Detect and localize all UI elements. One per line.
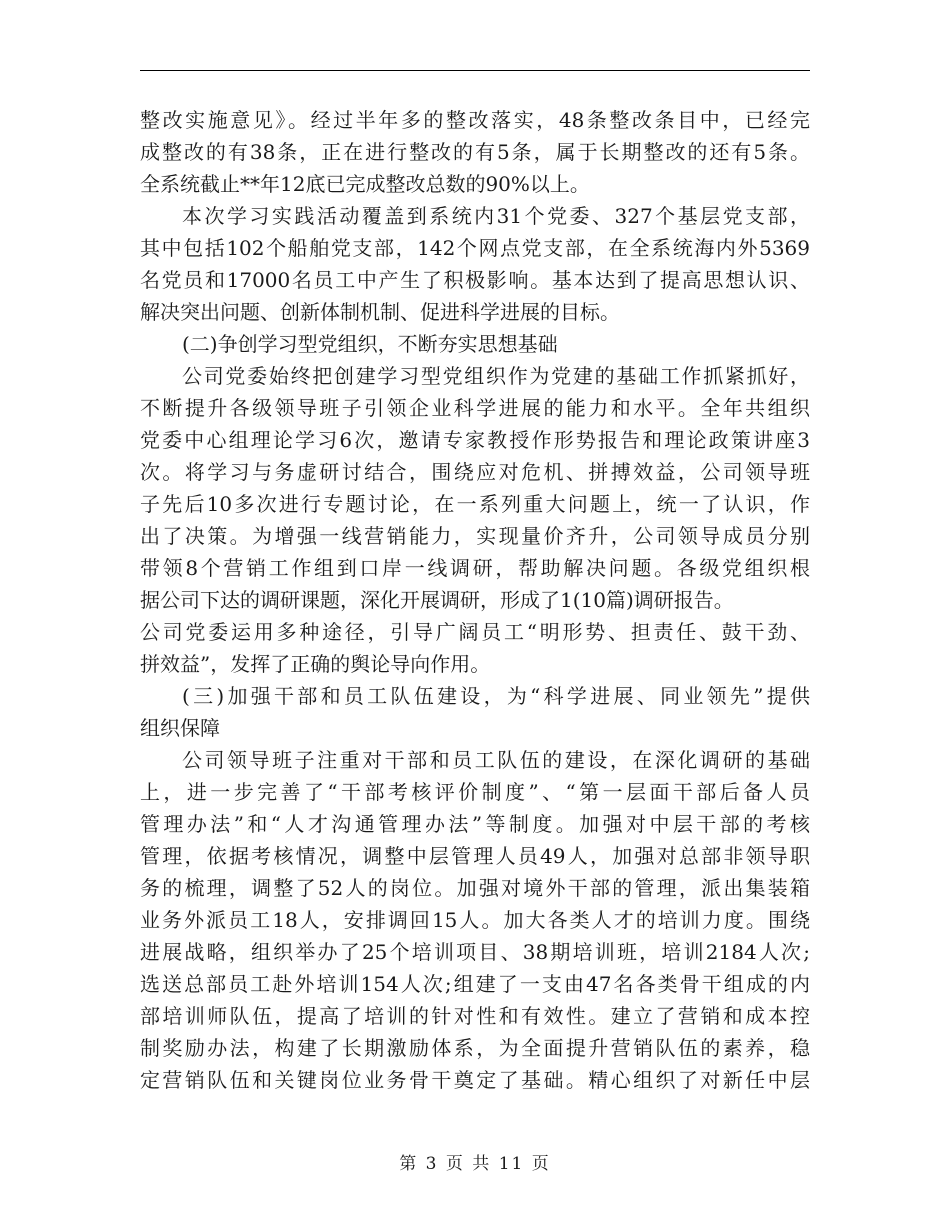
text-line: 制奖励办法，构建了长期激励体系，为全面提升营销队伍的素养，稳 — [140, 1036, 810, 1060]
text-line: 组织保障 — [140, 716, 220, 740]
text-line: 全系统截止**年12底已完成整改总数的90%以上。 — [140, 172, 590, 196]
document-body — [140, 104, 810, 1096]
text-line: 本次学习实践活动覆盖到系统内31个党委、327个基层党支部， — [182, 204, 810, 228]
page-number-label: 第 3 页 共 11 页 — [399, 1154, 551, 1174]
text-line: 解决突出问题、创新体制机制、促进科学进展的目标。 — [140, 300, 620, 324]
text-line: 次。将学习与务虚研讨结合，围绕应对危机、拼搏效益，公司领导班 — [140, 460, 810, 484]
text-line: 党委中心组理论学习6次，邀请专家教授作形势报告和理论政策讲座3 — [140, 428, 810, 452]
text-line: 整改实施意见》。经过半年多的整改落实，48条整改条目中，已经完 — [140, 108, 810, 132]
text-line: 其中包括102个船舶党支部，142个网点党支部，在全系统海内外5369 — [140, 236, 810, 260]
text-line: 子先后10多次进行专题讨论，在一系列重大问题上，统一了认识，作 — [140, 492, 810, 516]
text-line: 拼效益”，发挥了正确的舆论导向作用。 — [140, 652, 491, 676]
page-footer — [0, 1152, 950, 1176]
text-line: 公司党委始终把创建学习型党组织作为党建的基础工作抓紧抓好， — [182, 364, 810, 388]
text-line: 管理办法”和“人才沟通管理办法”等制度。加强对中层干部的考核 — [140, 812, 810, 836]
text-line: (二)争创学习型党组织，不断夯实思想基础 — [182, 332, 558, 356]
text-line: 务的梳理，调整了52人的岗位。加强对境外干部的管理，派出集装箱 — [140, 876, 810, 900]
text-line: 上，进一步完善了“干部考核评价制度”、“第一层面干部后备人员 — [140, 780, 810, 804]
text-line: 名党员和17000名员工中产生了积极影响。基本达到了提高思想认识、 — [140, 268, 810, 292]
text-line: 不断提升各级领导班子引领企业科学进展的能力和水平。全年共组织 — [140, 396, 810, 420]
header-rule — [140, 70, 810, 71]
text-line: (三)加强干部和员工队伍建设，为“科学进展、同业领先”提供 — [182, 684, 810, 708]
text-line: 公司党委运用多种途径，引导广阔员工“明形势、担责任、鼓干劲、 — [140, 620, 810, 644]
text-line: 业务外派员工18人，安排调回15人。加大各类人才的培训力度。围绕 — [140, 908, 810, 932]
text-line: 定营销队伍和关键岗位业务骨干奠定了基础。精心组织了对新任中层 — [140, 1068, 810, 1092]
text-line: 管理，依据考核情况，调整中层管理人员49人，加强对总部非领导职 — [140, 844, 810, 868]
text-line: 部培训师队伍，提高了培训的针对性和有效性。建立了营销和成本控 — [140, 1004, 810, 1028]
text-line: 成整改的有38条，正在进行整改的有5条，属于长期整改的还有5条。 — [140, 140, 810, 164]
text-line: 出了决策。为增强一线营销能力，实现量价齐升，公司领导成员分别 — [140, 524, 810, 548]
text-line: 据公司下达的调研课题，深化开展调研，形成了1(10篇)调研报告。 — [140, 588, 734, 612]
text-line: 公司领导班子注重对干部和员工队伍的建设，在深化调研的基础 — [182, 748, 810, 772]
text-line: 带领8个营销工作组到口岸一线调研，帮助解决问题。各级党组织根 — [140, 556, 810, 580]
text-line: 选送总部员工赴外培训154人次;组建了一支由47名各类骨干组成的内 — [140, 972, 810, 996]
text-line: 进展战略，组织举办了25个培训项目、38期培训班，培训2184人次; — [140, 940, 810, 964]
